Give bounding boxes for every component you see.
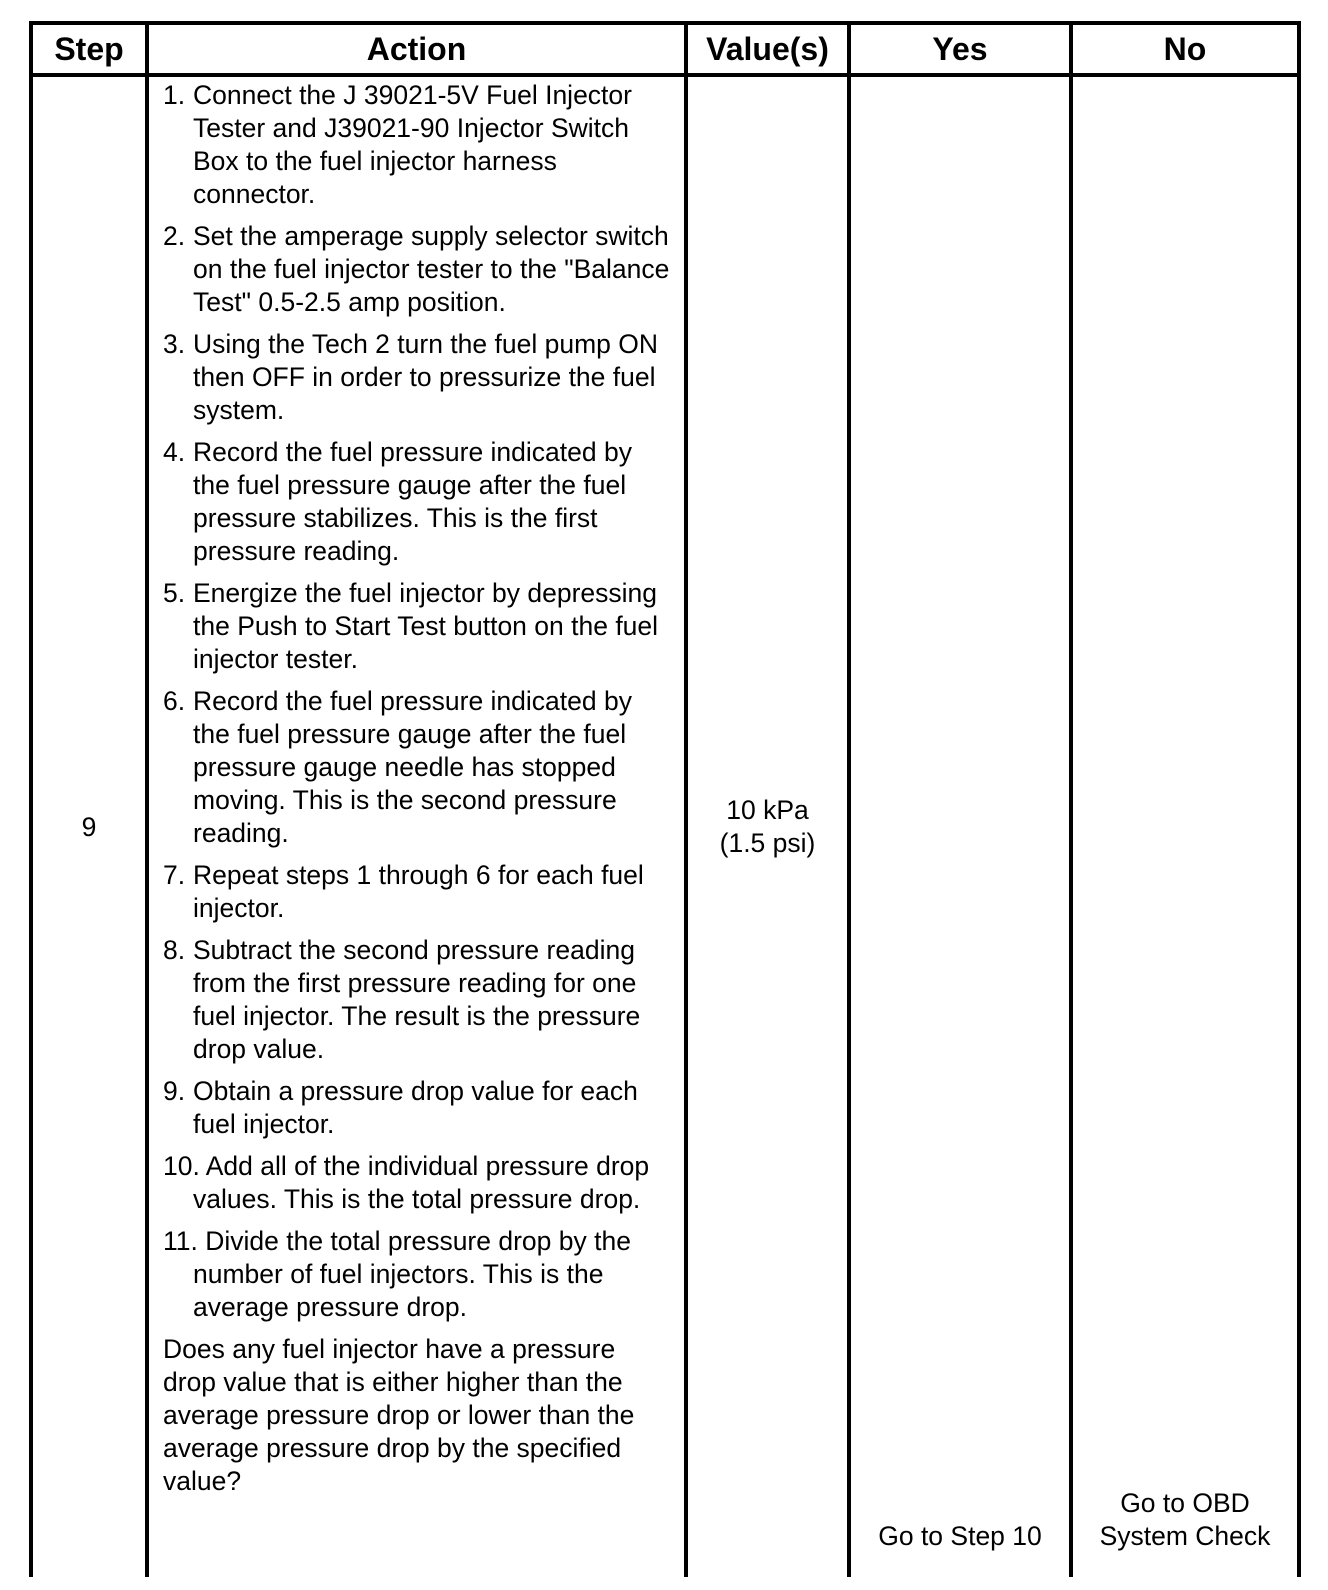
action-step-text: Energize the fuel injector by depressing the Push to Start Test button on the fuel injector tester. — [193, 578, 659, 674]
action-step-text: Obtain a pressure drop value for each fuel injector. — [193, 1076, 638, 1139]
diagnostic-table-wrapper — [29, 21, 1297, 1590]
action-step-text: Divide the total pressure drop by the number of fuel injectors. This is the average pressure drop. — [193, 1226, 631, 1322]
action-step-number: 6. — [163, 686, 186, 716]
action-step-text: Repeat steps 1 through 6 for each fuel injector. — [193, 860, 644, 923]
action-step-10 — [163, 1150, 674, 1216]
action-step-7 — [163, 859, 674, 925]
header-step: Step — [31, 23, 147, 75]
header-values: Value(s) — [686, 23, 849, 75]
action-step-number: 9. — [163, 1076, 186, 1106]
action-step-text: Using the Tech 2 turn the fuel pump ON then OFF in order to pressurize the fuel system. — [193, 329, 658, 425]
action-step-number: 3. — [163, 329, 186, 359]
header-no: No — [1071, 23, 1299, 75]
header-yes: Yes — [849, 23, 1071, 75]
no-outcome-line2: System Check — [1099, 1521, 1271, 1551]
table-row — [31, 75, 1299, 1577]
action-step-6 — [163, 685, 674, 850]
action-step-number: 1. — [163, 80, 186, 110]
values-cell — [686, 75, 849, 1577]
step-number: 9 — [31, 75, 147, 1577]
action-steps-list — [163, 79, 674, 1324]
action-step-9 — [163, 1075, 674, 1141]
action-step-3 — [163, 328, 674, 427]
action-step-text: Subtract the second pressure reading from the first pressure reading for one fuel injector. The result is the pressure drop value. — [193, 935, 641, 1064]
action-step-2 — [163, 220, 674, 319]
action-step-number: 2. — [163, 221, 186, 251]
header-action: Action — [147, 23, 686, 75]
yes-cell — [849, 75, 1071, 1577]
action-step-number: 5. — [163, 578, 186, 608]
action-step-text: Add all of the individual pressure drop values. This is the total pressure drop. — [193, 1151, 650, 1214]
action-step-number: 10. — [163, 1151, 206, 1181]
action-question: Does any fuel injector have a pressure drop value that is either higher than the average pressure drop or lower than the average pressure drop by the specified value? — [163, 1334, 635, 1496]
action-step-11 — [163, 1225, 674, 1324]
action-step-1 — [163, 79, 674, 211]
action-step-text: Record the fuel pressure indicated by the fuel pressure gauge after the fuel pressure gauge needle has stopped moving. This is the second pressure reading. — [193, 686, 632, 848]
header-row — [31, 23, 1299, 75]
action-step-text: Set the amperage supply selector switch on the fuel injector tester to the "Balance Test" 0.5-2.5 amp position. — [193, 221, 670, 317]
no-outcome-line1: Go to OBD — [1120, 1488, 1250, 1518]
action-step-number: 4. — [163, 437, 186, 467]
value-kpa: 10 kPa — [726, 795, 809, 825]
action-step-number: 8. — [163, 935, 186, 965]
action-cell — [147, 75, 686, 1577]
action-step-number: 7. — [163, 860, 186, 890]
action-step-5 — [163, 577, 674, 676]
value-psi: (1.5 psi) — [719, 828, 816, 858]
diagnostic-table — [29, 21, 1301, 1577]
action-step-8 — [163, 934, 674, 1066]
action-step-text: Connect the J 39021-5V Fuel Injector Tester and J39021-90 Injector Switch Box to the fuel injector harness connector. — [193, 80, 632, 209]
action-step-number: 11. — [163, 1226, 206, 1256]
action-step-text: Record the fuel pressure indicated by the fuel pressure gauge after the fuel pressure stabilizes. This is the first pressure reading. — [193, 437, 632, 566]
no-cell — [1071, 75, 1299, 1577]
action-step-4 — [163, 436, 674, 568]
yes-outcome: Go to Step 10 — [878, 1521, 1042, 1551]
